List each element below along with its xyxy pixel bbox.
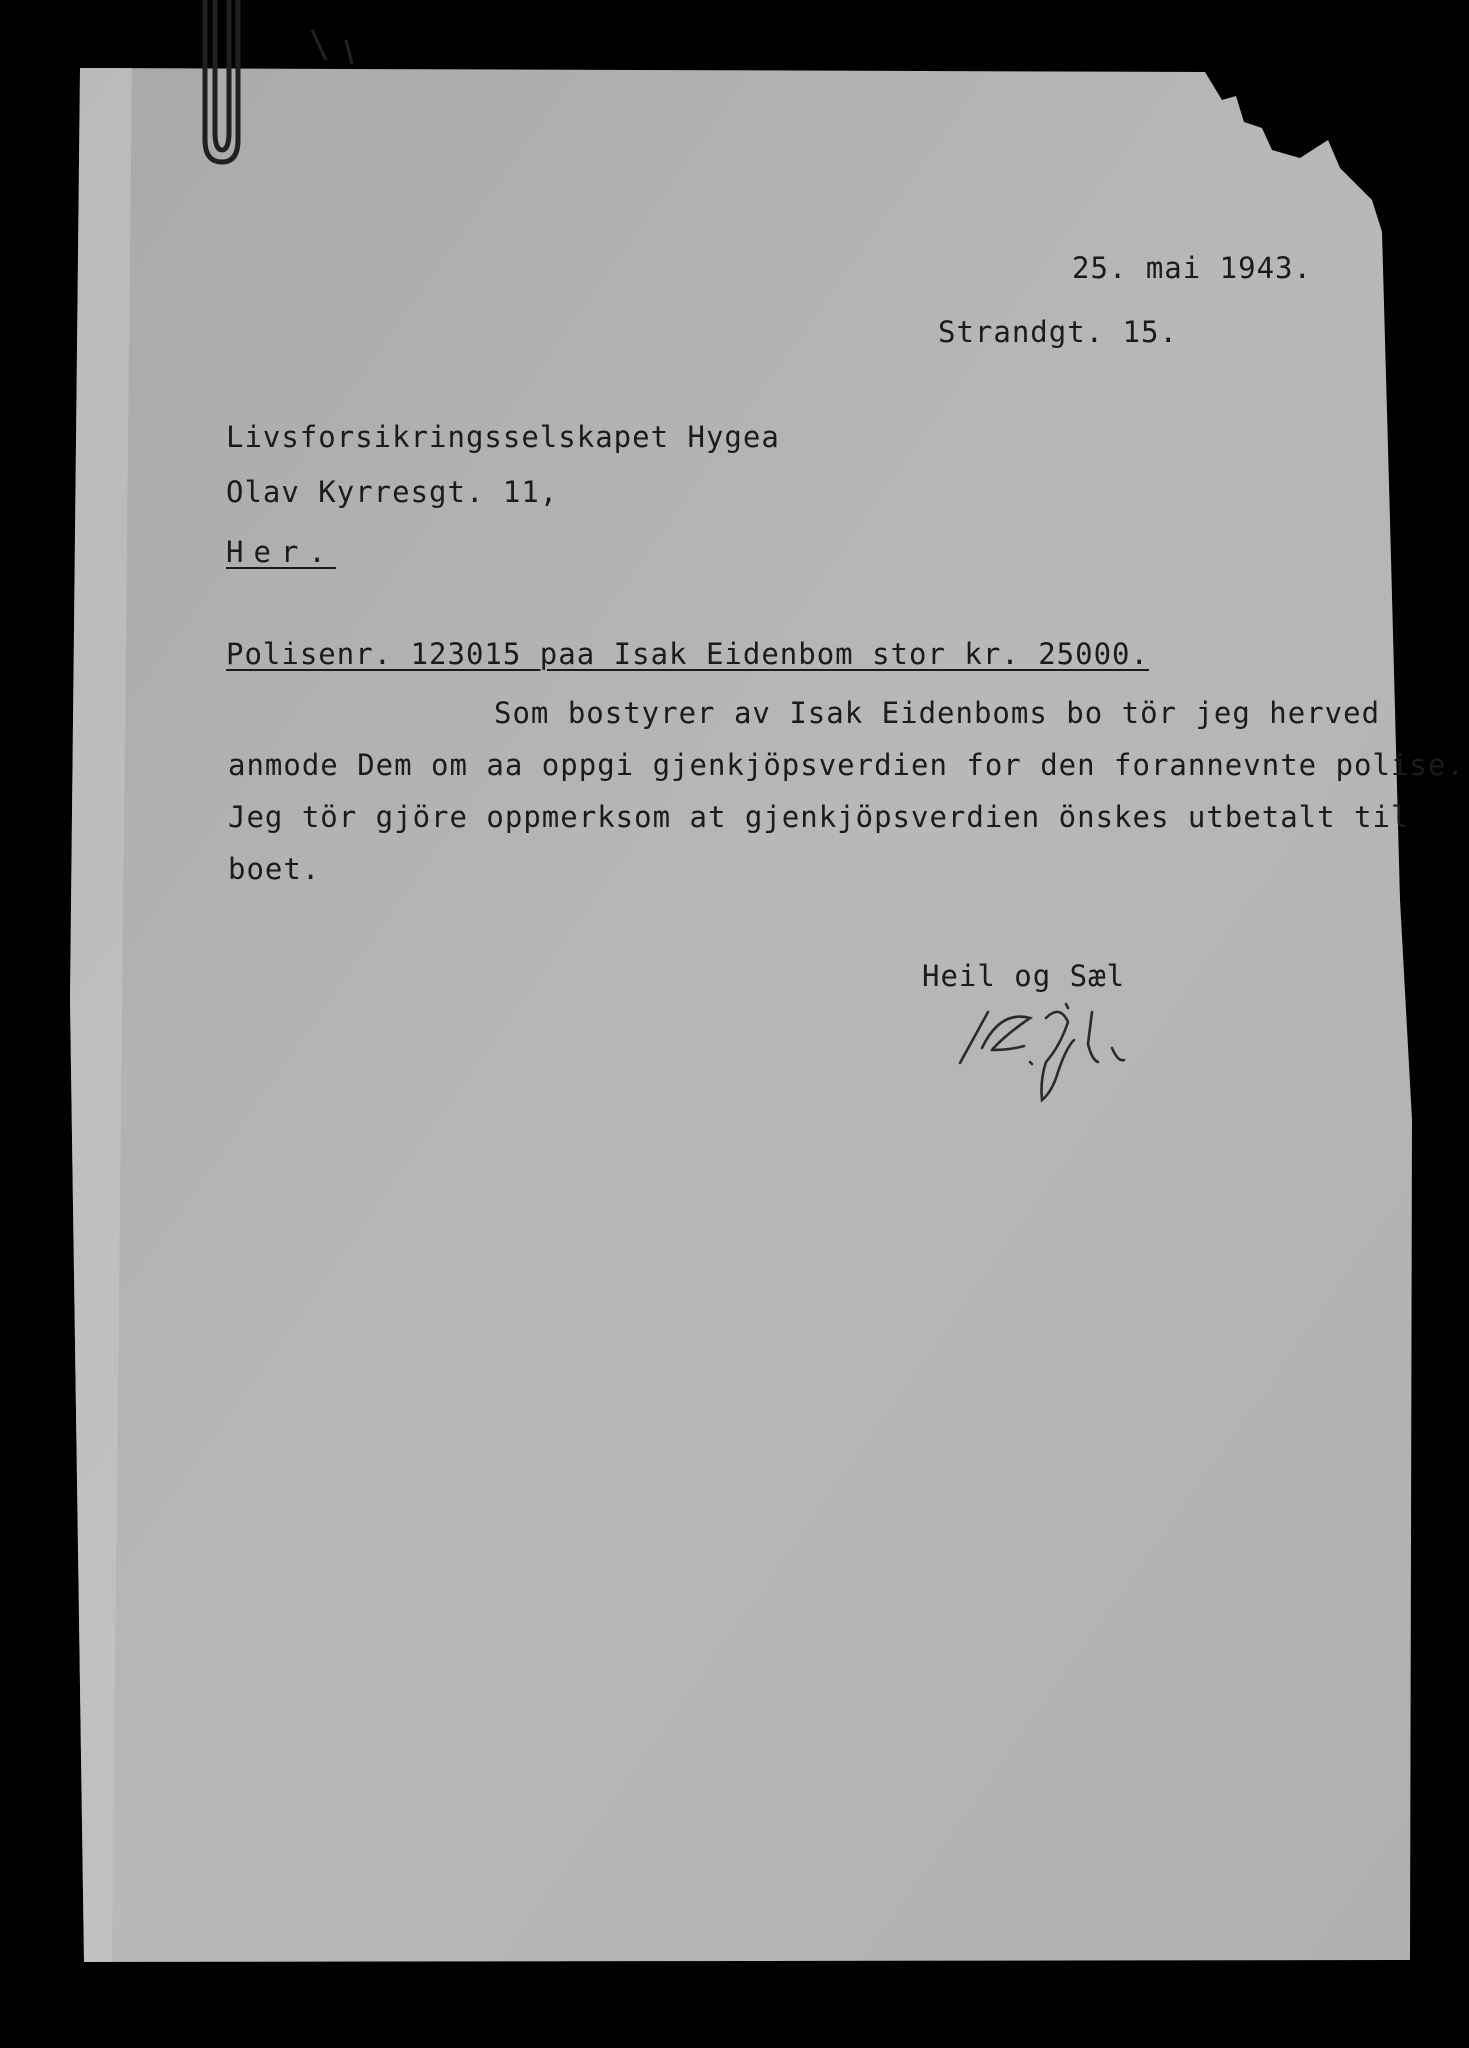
body-line: boet.	[228, 852, 321, 886]
margin-ink-mark	[312, 30, 352, 64]
body-line: Jeg tör gjöre oppmerksom at gjenkjöpsverdien önskes utbetalt til	[228, 800, 1410, 834]
body-line: Som bostyrer av Isak Eidenboms bo tör jeg herved	[494, 696, 1381, 730]
body-line: anmode Dem om aa oppgi gjenkjöpsverdien for den forannevnte polise.	[228, 748, 1465, 782]
recipient-street: Olav Kyrresgt. 11,	[226, 475, 559, 509]
paper-sheet-body	[70, 68, 1412, 1962]
letter-subject: Polisenr. 123015 paa Isak Eidenbom stor kr. 25000.	[226, 637, 1149, 671]
letter-date: 25. mai 1943.	[1072, 251, 1312, 285]
recipient-name: Livsforsikringsselskapet Hygea	[226, 420, 780, 454]
recipient-city: Her.	[226, 535, 336, 569]
sender-address: Strandgt. 15.	[938, 315, 1178, 349]
closing-salutation: Heil og Sæl	[922, 959, 1126, 993]
